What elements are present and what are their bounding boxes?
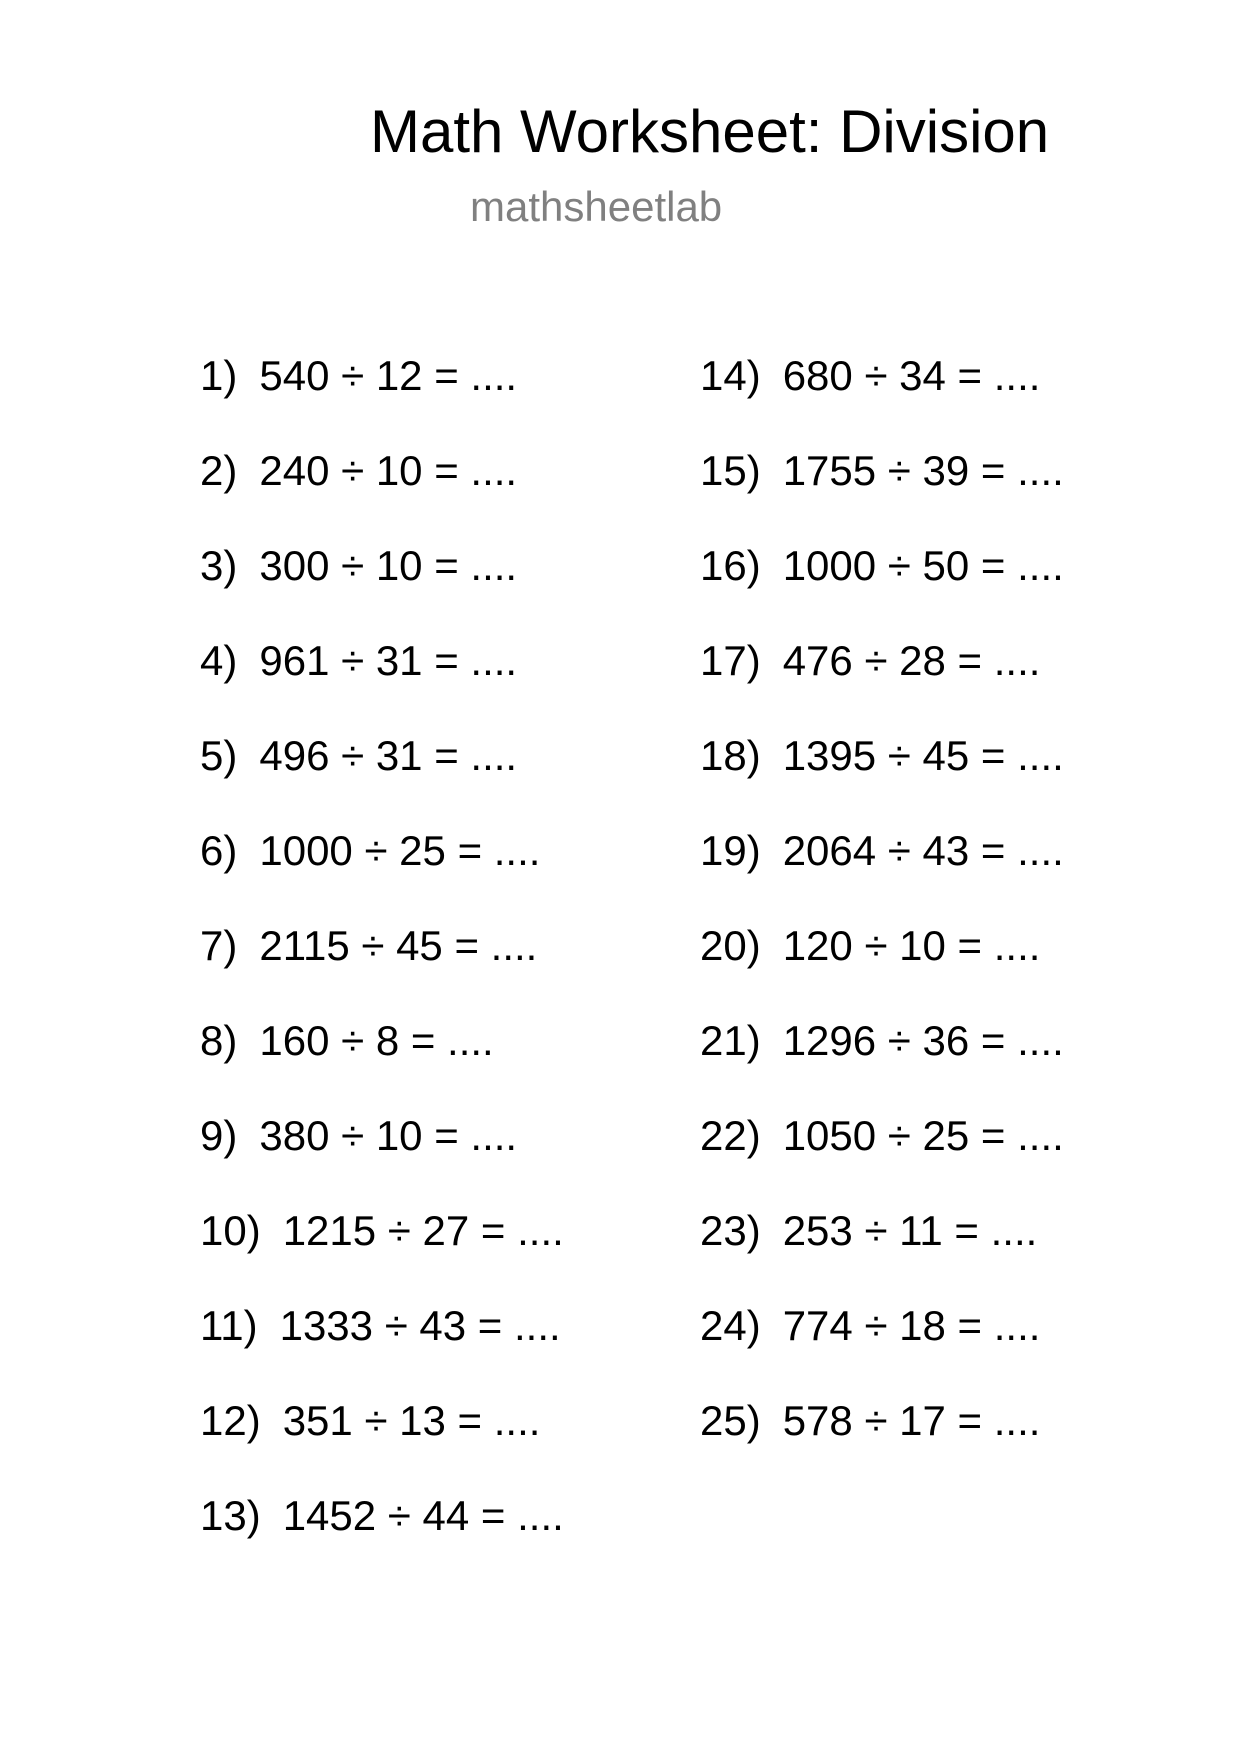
problem-item	[200, 728, 564, 823]
problem-expression: 496 ÷ 31 = ....	[259, 732, 518, 779]
problem-expression: 120 ÷ 10 = ....	[782, 922, 1041, 969]
problem-expression: 2064 ÷ 43 = ....	[782, 827, 1064, 874]
worksheet-title: Math Worksheet: Division	[370, 98, 1050, 165]
problem-expression: 578 ÷ 17 = ....	[782, 1397, 1041, 1444]
problem-expression: 300 ÷ 10 = ....	[259, 542, 518, 589]
problem-number: 6)	[200, 827, 238, 874]
problem-expression: 1452 ÷ 44 = ....	[282, 1492, 564, 1539]
problem-number: 17)	[700, 637, 761, 684]
problem-expression: 1215 ÷ 27 = ....	[282, 1207, 564, 1254]
problem-number: 18)	[700, 732, 761, 779]
problem-expression: 351 ÷ 13 = ....	[282, 1397, 541, 1444]
problem-number: 16)	[700, 542, 761, 589]
problem-item	[200, 918, 564, 1013]
problem-expression: 1296 ÷ 36 = ....	[782, 1017, 1064, 1064]
problem-number: 14)	[700, 352, 761, 399]
problem-expression: 160 ÷ 8 = ....	[259, 1017, 494, 1064]
problem-expression: 540 ÷ 12 = ....	[259, 352, 518, 399]
problem-number: 21)	[700, 1017, 761, 1064]
problem-number: 25)	[700, 1397, 761, 1444]
problem-item	[700, 1108, 1064, 1203]
problem-number: 1)	[200, 352, 238, 399]
problem-expression: 1395 ÷ 45 = ....	[782, 732, 1064, 779]
problem-expression: 961 ÷ 31 = ....	[259, 637, 518, 684]
problem-item	[200, 538, 564, 633]
problem-number: 22)	[700, 1112, 761, 1159]
problem-item	[200, 633, 564, 728]
problem-column-left	[200, 348, 564, 1583]
problem-number: 5)	[200, 732, 238, 779]
problem-item	[200, 823, 564, 918]
problem-number: 23)	[700, 1207, 761, 1254]
problem-item	[200, 1298, 564, 1393]
problem-item	[700, 728, 1064, 823]
problem-number: 10)	[200, 1207, 261, 1254]
problem-item	[700, 538, 1064, 633]
problem-item	[700, 1393, 1064, 1488]
problem-expression: 476 ÷ 28 = ....	[782, 637, 1041, 684]
problem-expression: 380 ÷ 10 = ....	[259, 1112, 518, 1159]
problem-item	[200, 1393, 564, 1488]
problem-number: 3)	[200, 542, 238, 589]
problem-number: 2)	[200, 447, 238, 494]
problem-expression: 1050 ÷ 25 = ....	[782, 1112, 1064, 1159]
problem-item	[700, 633, 1064, 728]
problem-number: 15)	[700, 447, 761, 494]
problem-item	[700, 1298, 1064, 1393]
problem-item	[200, 1108, 564, 1203]
problem-item	[200, 1488, 564, 1583]
problem-expression: 1333 ÷ 43 = ....	[279, 1302, 561, 1349]
problem-item	[700, 1203, 1064, 1298]
problem-number: 7)	[200, 922, 238, 969]
problem-item	[200, 1203, 564, 1298]
problem-expression: 253 ÷ 11 = ....	[782, 1207, 1038, 1254]
problem-item	[700, 918, 1064, 1013]
problem-column-right	[700, 348, 1064, 1488]
problem-number: 9)	[200, 1112, 238, 1159]
problem-number: 19)	[700, 827, 761, 874]
problem-number: 20)	[700, 922, 761, 969]
problem-expression: 2115 ÷ 45 = ....	[259, 922, 538, 969]
problem-item	[700, 348, 1064, 443]
problem-item	[700, 443, 1064, 538]
problem-expression: 240 ÷ 10 = ....	[259, 447, 518, 494]
problem-item	[200, 443, 564, 538]
problem-number: 24)	[700, 1302, 761, 1349]
problem-expression: 680 ÷ 34 = ....	[782, 352, 1041, 399]
problem-number: 12)	[200, 1397, 261, 1444]
problem-item	[700, 1013, 1064, 1108]
problem-expression: 1755 ÷ 39 = ....	[782, 447, 1064, 494]
brand-name: mathsheetlab	[470, 183, 723, 230]
problem-item	[200, 348, 564, 443]
problem-item	[700, 823, 1064, 918]
problem-expression: 774 ÷ 18 = ....	[782, 1302, 1041, 1349]
problem-expression: 1000 ÷ 50 = ....	[782, 542, 1064, 589]
problem-number: 8)	[200, 1017, 238, 1064]
problem-number: 11)	[200, 1302, 258, 1349]
problem-number: 13)	[200, 1492, 261, 1539]
problem-expression: 1000 ÷ 25 = ....	[259, 827, 541, 874]
problem-number: 4)	[200, 637, 238, 684]
problem-item	[200, 1013, 564, 1108]
